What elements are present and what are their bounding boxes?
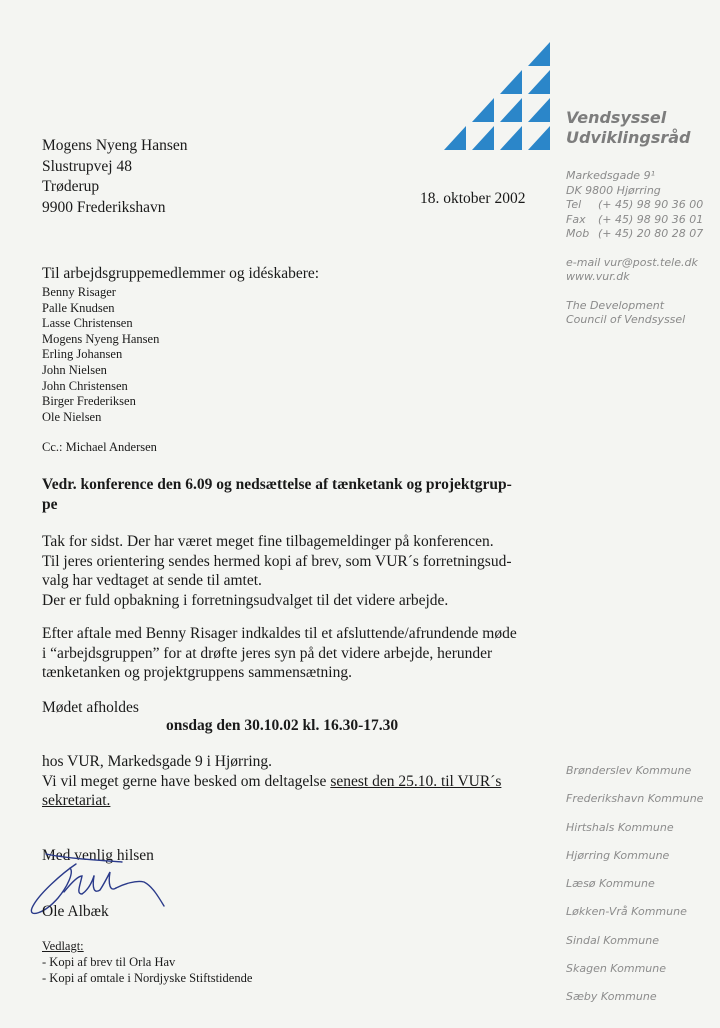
municipality-list bbox=[566, 764, 703, 1019]
contact-label: Mob bbox=[566, 227, 590, 240]
list-item: Ole Nielsen bbox=[42, 409, 102, 424]
vur-triangle-logo bbox=[440, 38, 556, 150]
sender-web: www.vur.dk bbox=[566, 270, 630, 283]
meeting-time: onsdag den 30.10.02 kl. 16.30-17.30 bbox=[166, 717, 399, 734]
list-item: Sindal Kommune bbox=[566, 933, 659, 947]
body-line bbox=[42, 772, 542, 792]
enclosure-list bbox=[42, 954, 252, 986]
org-name-line2: Udviklingsråd bbox=[566, 128, 691, 147]
body-paragraph-4 bbox=[42, 752, 542, 811]
list-item: Benny Risager bbox=[42, 285, 116, 299]
body-line: Mødet afholdes bbox=[42, 699, 139, 716]
body-line: Der er fuld opbakning i forretningsudvalget til det videre arbejde. bbox=[42, 591, 449, 609]
list-item: Læsø Kommune bbox=[566, 877, 655, 891]
list-item: Mogens Nyeng Hansen bbox=[42, 331, 160, 346]
list-item: Erling Johansen bbox=[42, 347, 123, 362]
body-line: i “arbejdsgruppen” for at drøfte jeres syn på det videre arbejde, herunder bbox=[42, 644, 493, 662]
deadline-text-cont: sekretariat. bbox=[42, 792, 111, 809]
deadline-text: senest den 25.10. til VUR´s bbox=[330, 772, 502, 790]
signer-name: Ole Albæk bbox=[42, 903, 109, 920]
org-name-line1: Vendsyssel bbox=[566, 108, 667, 127]
contact-label: Tel bbox=[566, 198, 582, 211]
to-heading: Til arbejdsgruppemedlemmer og idéskabere: bbox=[42, 265, 320, 282]
subject-line2: pe bbox=[42, 496, 58, 513]
sender-english-line2: Council of Vendsyssel bbox=[566, 313, 686, 326]
body-paragraph-2 bbox=[42, 624, 542, 683]
enclosure-label: Vedlagt: bbox=[42, 939, 84, 953]
cc-line: Cc.: Michael Andersen bbox=[42, 440, 157, 454]
sender-phone bbox=[566, 198, 703, 213]
subject-line1: Vedr. konference den 6.09 og nedsættelse af tænketank og projektgrup- bbox=[42, 476, 512, 493]
sender-email: e-mail vur@post.tele.dk bbox=[566, 255, 698, 269]
closing-greeting: Med venlig hilsen bbox=[42, 847, 154, 864]
list-item: - Kopi af omtale i Nordjyske Stiftstidende bbox=[42, 971, 253, 985]
sender-english-line1: The Development bbox=[566, 298, 665, 312]
list-item: Brønderslev Kommune bbox=[566, 764, 692, 777]
body-line: Tak for sidst. Der har været meget fine tilbagemeldinger på konferencen. bbox=[42, 533, 494, 550]
list-item: Hirtshals Kommune bbox=[566, 820, 674, 834]
letter-date: 18. oktober 2002 bbox=[420, 190, 526, 207]
sender-fax bbox=[566, 213, 703, 228]
body-line: Til jeres orientering sendes hermed kopi af brev, som VUR´s forretningsud- bbox=[42, 552, 512, 570]
recipient-town: Trøderup bbox=[42, 178, 100, 195]
contact-value: (+ 45) 20 80 28 07 bbox=[598, 227, 704, 240]
list-item: - Kopi af brev til Orla Hav bbox=[42, 955, 176, 969]
recipient-name: Mogens Nyeng Hansen bbox=[42, 137, 188, 154]
recipient-address bbox=[42, 136, 188, 218]
recipient-city: 9900 Frederikshavn bbox=[42, 198, 166, 216]
body-paragraph-3 bbox=[42, 698, 542, 718]
sender-address-line2: DK 9800 Hjørring bbox=[566, 183, 661, 197]
list-item: Løkken-Vrå Kommune bbox=[566, 905, 687, 919]
list-item: Hjørring Kommune bbox=[566, 848, 670, 862]
body-line: tænketanken og projektgruppens sammensætning. bbox=[42, 664, 352, 681]
contact-label: Fax bbox=[566, 212, 586, 226]
recipient-street: Slustrupvej 48 bbox=[42, 157, 132, 175]
contact-value: (+ 45) 98 90 36 01 bbox=[598, 212, 704, 226]
list-item: John Christensen bbox=[42, 378, 128, 393]
list-item: Palle Knudsen bbox=[42, 300, 115, 315]
list-item: Sæby Kommune bbox=[566, 990, 657, 1004]
body-line: hos VUR, Markedsgade 9 i Hjørring. bbox=[42, 753, 273, 770]
sender-address-line1: Markedsgade 9¹ bbox=[566, 169, 655, 182]
subject-heading bbox=[42, 475, 542, 515]
list-item: Lasse Christensen bbox=[42, 316, 133, 331]
sender-block bbox=[566, 108, 703, 328]
list-item: Skagen Kommune bbox=[566, 962, 667, 976]
body-line: Efter aftale med Benny Risager indkaldes til et afsluttende/afrundende møde bbox=[42, 625, 517, 642]
body-line: valg har vedtaget at sende til amtet. bbox=[42, 572, 262, 589]
list-item: John Nielsen bbox=[42, 362, 107, 377]
body-text: Vi vil meget gerne have besked om deltagelse bbox=[42, 772, 331, 790]
list-item: Birger Frederiksen bbox=[42, 394, 136, 409]
sender-mobile bbox=[566, 227, 703, 242]
to-member-list bbox=[42, 285, 159, 425]
body-paragraph-1 bbox=[42, 532, 542, 610]
contact-value: (+ 45) 98 90 36 00 bbox=[598, 198, 704, 211]
list-item: Frederikshavn Kommune bbox=[566, 792, 704, 806]
